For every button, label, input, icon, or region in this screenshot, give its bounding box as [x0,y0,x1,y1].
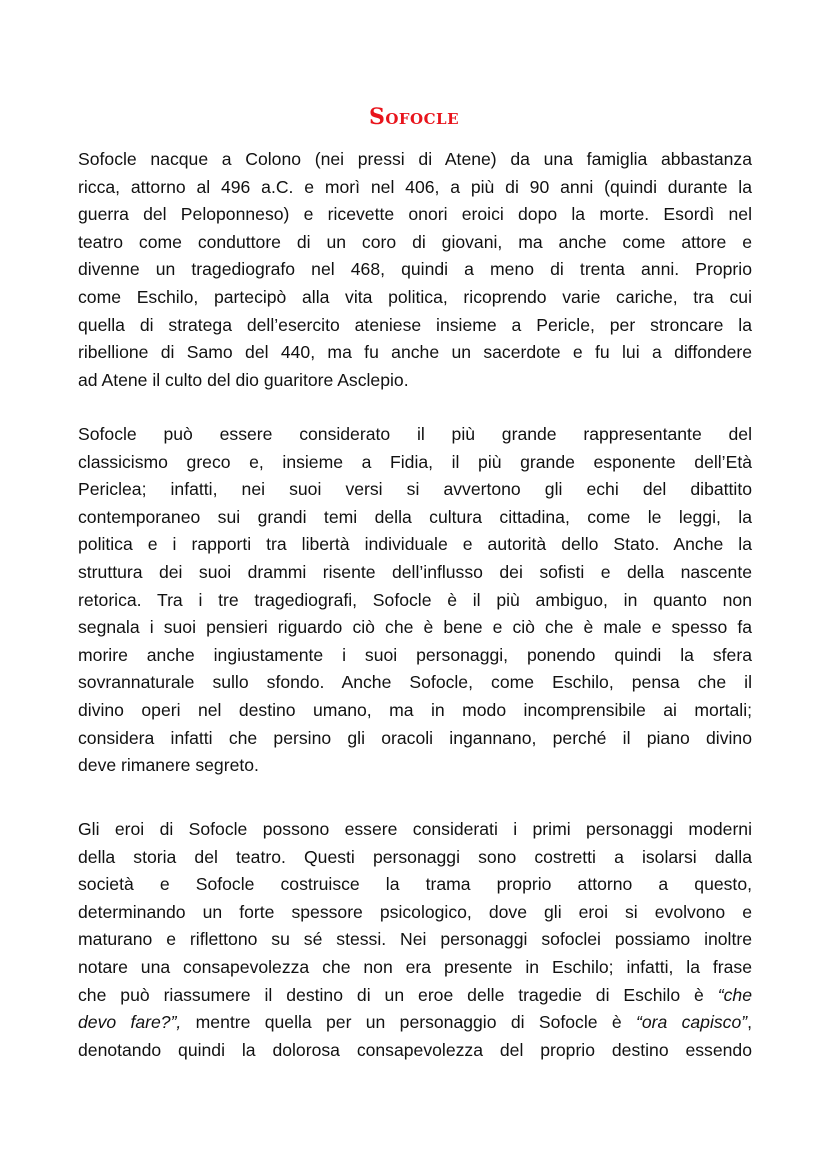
text-segment: deve rimanere segreto. [78,755,259,776]
text-segment: ricca, attorno al 496 a.C. e morì nel 406, a più di 90 anni (quindi durante la [78,176,752,197]
text-segment: quella di stratega dell’esercito ateniese insieme a Pericle, per stroncare la [78,314,752,335]
text-line [78,339,752,367]
text-line [78,816,752,844]
text-segment: retorica. Tra i tre tragediografi, Sofocle è il più ambiguo, in quanto non [78,589,752,610]
text-line [78,752,752,780]
italic-text: devo fare?”, [78,1012,182,1033]
text-line [78,642,752,670]
text-segment: divino operi nel destino umano, ma in modo incomprensibile ai mortali; [78,699,752,720]
text-line [78,669,752,697]
text-segment: guerra del Peloponneso) e ricevette onori eroici dopo la morte. Esordì nel [78,204,752,225]
paragraph-3 [78,816,752,1064]
text-segment: contemporaneo sui grandi temi della cultura cittadina, come le leggi, la [78,506,752,527]
text-segment: determinando un forte spessore psicologico, dove gli eroi si evolvono e [78,901,752,922]
text-segment: società e Sofocle costruisce la trama proprio attorno a questo, [78,874,752,895]
text-line [78,256,752,284]
text-segment: politica e i rapporti tra libertà individuale e autorità dello Stato. Anche la [78,534,752,555]
text-line [78,697,752,725]
text-line [78,725,752,753]
text-segment: maturano e riflettono su sé stessi. Nei personaggi sofoclei possiamo inoltre [78,929,752,950]
text-segment: divenne un tragediografo nel 468, quindi a meno di trenta anni. Proprio [78,259,752,280]
text-line [78,614,752,642]
text-segment: struttura dei suoi drammi risente dell’influsso dei sofisti e della nascente [78,561,752,582]
italic-text: “che [717,984,752,1005]
page-title: Sofocle [368,104,460,130]
text-line [78,926,752,954]
text-line [78,476,752,504]
text-line [78,367,752,395]
paragraph-1 [78,146,752,394]
text-segment: ribellione di Samo del 440, ma fu anche un sacerdote e fu lui a diffondere [78,342,752,363]
text-segment: sovrannaturale sullo sfondo. Anche Sofocle, come Eschilo, pensa che il [78,672,752,693]
text-line [78,954,752,982]
text-line [78,1009,752,1037]
text-line [78,1037,752,1065]
text-segment: Sofocle può essere considerato il più grande rappresentante del [78,424,752,444]
text-line [78,587,752,615]
text-line [78,229,752,257]
text-segment: considera infatti che persino gli oracoli ingannano, perché il piano divino [78,727,752,748]
text-segment: classicismo greco e, insieme a Fidia, il più grande esponente dell’Età [78,451,752,472]
text-line [78,531,752,559]
text-line [78,174,752,202]
text-segment: notare una consapevolezza che non era presente in Eschilo; infatti, la frase [78,956,752,977]
text-line [78,844,752,872]
text-line [78,421,752,449]
text-line [78,504,752,532]
text-segment: della storia del teatro. Questi personaggi sono costretti a isolarsi dalla [78,846,752,867]
text-line [78,201,752,229]
text-line [78,559,752,587]
text-segment: che può riassumere il destino di un eroe delle tragedie di Eschilo è [78,984,718,1005]
text-line [78,449,752,477]
text-segment: ad Atene il culto del dio guaritore Asclepio. [78,369,409,390]
text-line [78,871,752,899]
text-segment: Gli eroi di Sofocle possono essere considerati i primi personaggi moderni [78,819,752,839]
text-segment: come Eschilo, partecipò alla vita politica, ricoprendo varie cariche, tra cui [78,286,752,307]
text-segment: Periclea; infatti, nei suoi versi si avvertono gli echi del dibattito [78,479,752,500]
text-line [78,284,752,312]
text-segment: morire anche ingiustamente i suoi personaggi, ponendo quindi la sfera [78,644,752,665]
text-segment: Sofocle nacque a Colono (nei pressi di Atene) da una famiglia abbastanza [78,149,752,169]
text-line [78,146,752,174]
text-segment: , [747,1012,752,1033]
text-segment: denotando quindi la dolorosa consapevolezza del proprio destino essendo [78,1039,752,1060]
paragraph-2 [78,421,752,780]
text-line [78,982,752,1010]
text-segment: teatro come conduttore di un coro di giovani, ma anche come attore e [78,231,752,252]
text-line [78,312,752,340]
text-segment: segnala i suoi pensieri riguardo ciò che è bene e ciò che è male e spesso fa [78,617,752,638]
text-line [78,899,752,927]
italic-text: “ora capisco” [635,1012,748,1033]
text-segment: mentre quella per un personaggio di Sofocle è [181,1012,636,1033]
